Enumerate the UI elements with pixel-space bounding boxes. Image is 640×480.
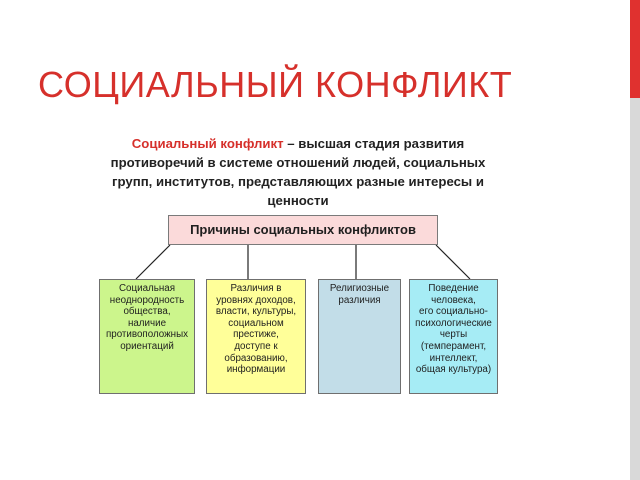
connector-line-4 [436,245,470,279]
cause-box-4: Поведение человека, его социально- психологические черты (темперамент, интеллект, общая культура) [409,279,498,394]
definition-body: – высшая стадия развития противоречий в системе отношений людей, социальных групп, институтов, представляющих разные интересы и ценности [110,136,486,208]
definition-term: Социальный конфликт [131,136,284,151]
cause-box-2: Различия в уровнях доходов, власти, культуры, социальном престиже, доступе к образованию, информации [206,279,306,394]
cause-box-3: Религиозные различия [318,279,401,394]
connector-line-1 [136,245,170,279]
causes-header: Причины социальных конфликтов [168,215,438,245]
slide-title: СОЦИАЛЬНЫЙ КОНФЛИКТ [38,64,513,105]
cause-box-1: Социальная неоднородность общества, наличие противоположных ориентаций [99,279,195,394]
